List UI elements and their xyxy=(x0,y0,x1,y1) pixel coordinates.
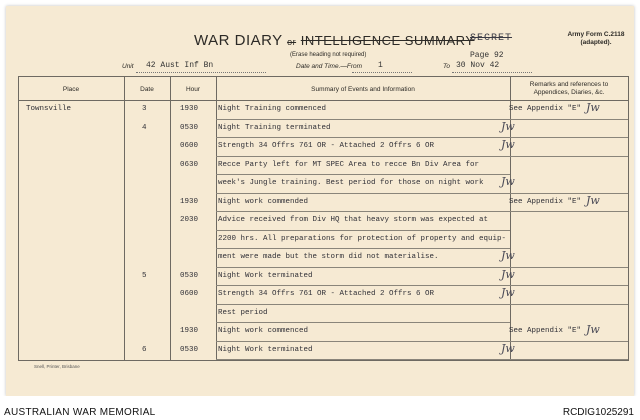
entry-summary: Recce Party left for MT SPEC Area to recce Bn Div Area for xyxy=(218,160,480,169)
entry-hour: 1930 xyxy=(180,327,199,335)
place-date-divider xyxy=(124,76,125,361)
date-to: 30 Nov 42 xyxy=(456,61,500,70)
remarks-row-rule xyxy=(510,267,628,268)
table-bottom-rule xyxy=(18,360,628,361)
form-title xyxy=(194,32,475,49)
title-struck: INTELLIGENCE SUMMARY xyxy=(300,33,475,48)
diary-sheet xyxy=(6,6,634,396)
date-from-underline xyxy=(352,72,412,73)
initials-signature: Jw xyxy=(501,249,515,262)
header-hour: Hour xyxy=(185,86,201,93)
printer-imprint: Snell, Printer, Brisbane xyxy=(34,364,80,369)
form-adapted: (adapted). xyxy=(580,39,612,46)
entry-remark: See Appendix "E" xyxy=(509,105,582,113)
date-from: 1 xyxy=(378,61,383,70)
entry-summary: Night Work terminated xyxy=(218,345,313,354)
entry-remark: See Appendix "E" xyxy=(509,197,582,206)
remarks-row-rule xyxy=(510,137,628,138)
row-rule xyxy=(216,174,510,175)
table-top-rule xyxy=(18,76,628,77)
row-rule xyxy=(216,285,510,286)
row-rule xyxy=(216,211,510,212)
entry-summary: Rest period xyxy=(218,308,268,317)
row-rule xyxy=(216,230,510,231)
initials-signature: Jw xyxy=(501,175,515,188)
entry-summary: Night Training commenced xyxy=(218,105,327,113)
entry-summary: week's Jungle training. Best period for those on night work xyxy=(218,179,484,187)
page-number: Page 92 xyxy=(470,51,504,60)
form-number: Army Form C.2118 xyxy=(567,31,625,38)
remarks-row-rule xyxy=(510,193,628,194)
row-rule xyxy=(216,156,510,157)
initials-signature: Jw xyxy=(501,341,515,355)
entry-hour: 1930 xyxy=(180,197,199,206)
initials-signature: Jw xyxy=(586,323,600,336)
row-rule xyxy=(216,248,510,249)
entry-date: 6 xyxy=(142,345,147,354)
entry-summary: Strength 34 Offrs 761 OR - Attached 2 Offrs 6 OR xyxy=(218,142,435,150)
header-place: Place xyxy=(62,86,80,93)
unit-label: Unit xyxy=(122,63,134,70)
initials-signature: Jw xyxy=(586,101,600,114)
entry-hour: 0530 xyxy=(180,345,199,354)
remarks-row-rule xyxy=(510,156,628,157)
entry-hour: 0600 xyxy=(180,290,199,298)
title-main: WAR DIARY xyxy=(194,32,283,49)
row-rule xyxy=(216,193,510,194)
table-left-rule xyxy=(18,76,19,361)
entry-summary: 2200 hrs. All preparations for protection of property and equip- xyxy=(218,234,507,243)
table-right-rule xyxy=(628,76,629,361)
header-remarks: Remarks and references to Appendices, Diaries, &c. xyxy=(529,81,609,96)
initials-signature: Jw xyxy=(501,267,515,281)
initials-signature: Jw xyxy=(501,119,515,133)
entry-date: 4 xyxy=(142,123,147,132)
title-or: or xyxy=(287,37,297,47)
date-to-underline xyxy=(452,72,532,73)
unit-underline xyxy=(136,72,266,73)
entry-summary: Night Work terminated xyxy=(218,271,313,280)
remarks-row-rule xyxy=(510,119,628,120)
row-rule xyxy=(216,341,510,342)
entry-remark: See Appendix "E" xyxy=(509,327,582,335)
remarks-row-rule xyxy=(510,285,628,286)
date-hour-divider xyxy=(170,76,171,361)
initials-signature: Jw xyxy=(501,286,515,299)
entry-summary: Night work commended xyxy=(218,197,309,206)
initials-signature: Jw xyxy=(586,193,600,207)
unit-value: 42 Aust Inf Bn xyxy=(146,61,214,70)
entry-summary: Night Training terminated xyxy=(218,123,331,132)
archive-name: AUSTRALIAN WAR MEMORIAL xyxy=(4,407,156,418)
entry-hour: 0630 xyxy=(180,160,199,169)
entry-hour: 0600 xyxy=(180,142,199,150)
remarks-row-rule xyxy=(510,341,628,342)
remarks-row-rule xyxy=(510,359,628,360)
entry-date: 5 xyxy=(142,271,147,280)
initials-signature: Jw xyxy=(501,138,515,151)
header-bottom-rule xyxy=(18,100,628,101)
entry-summary: ment were made but the storm did not materialise. xyxy=(218,253,439,261)
row-rule xyxy=(216,137,510,138)
entry-summary: Night work commenced xyxy=(218,327,309,335)
row-rule xyxy=(216,304,510,305)
row-rule xyxy=(216,119,510,120)
to-label: To xyxy=(443,63,450,70)
entry-hour: 2030 xyxy=(180,216,199,224)
entry-place: Townsville xyxy=(26,105,72,113)
row-rule xyxy=(216,322,510,323)
entry-hour: 1930 xyxy=(180,105,199,113)
header-date: Date xyxy=(140,86,154,93)
classification-stamp: SECRET xyxy=(470,33,513,44)
date-label: Date and Time.—From xyxy=(296,63,363,70)
entry-summary: Advice received from Div HQ that heavy storm was expected at xyxy=(218,216,489,224)
remarks-row-rule xyxy=(510,211,628,212)
archive-reference: RCDIG1025291 xyxy=(562,407,634,418)
remarks-row-rule xyxy=(510,304,628,305)
entry-date: 3 xyxy=(142,105,147,113)
entry-hour: 0530 xyxy=(180,123,199,132)
header-summary: Summary of Events and Information xyxy=(311,86,415,93)
entry-hour: 0530 xyxy=(180,271,199,280)
row-rule xyxy=(216,359,510,360)
entry-summary: Strength 34 Offrs 761 OR - Attached 2 Offrs 6 OR xyxy=(218,290,435,298)
row-rule xyxy=(216,267,510,268)
erase-note: (Erase heading not required) xyxy=(290,52,367,58)
army-form-number xyxy=(556,31,634,47)
